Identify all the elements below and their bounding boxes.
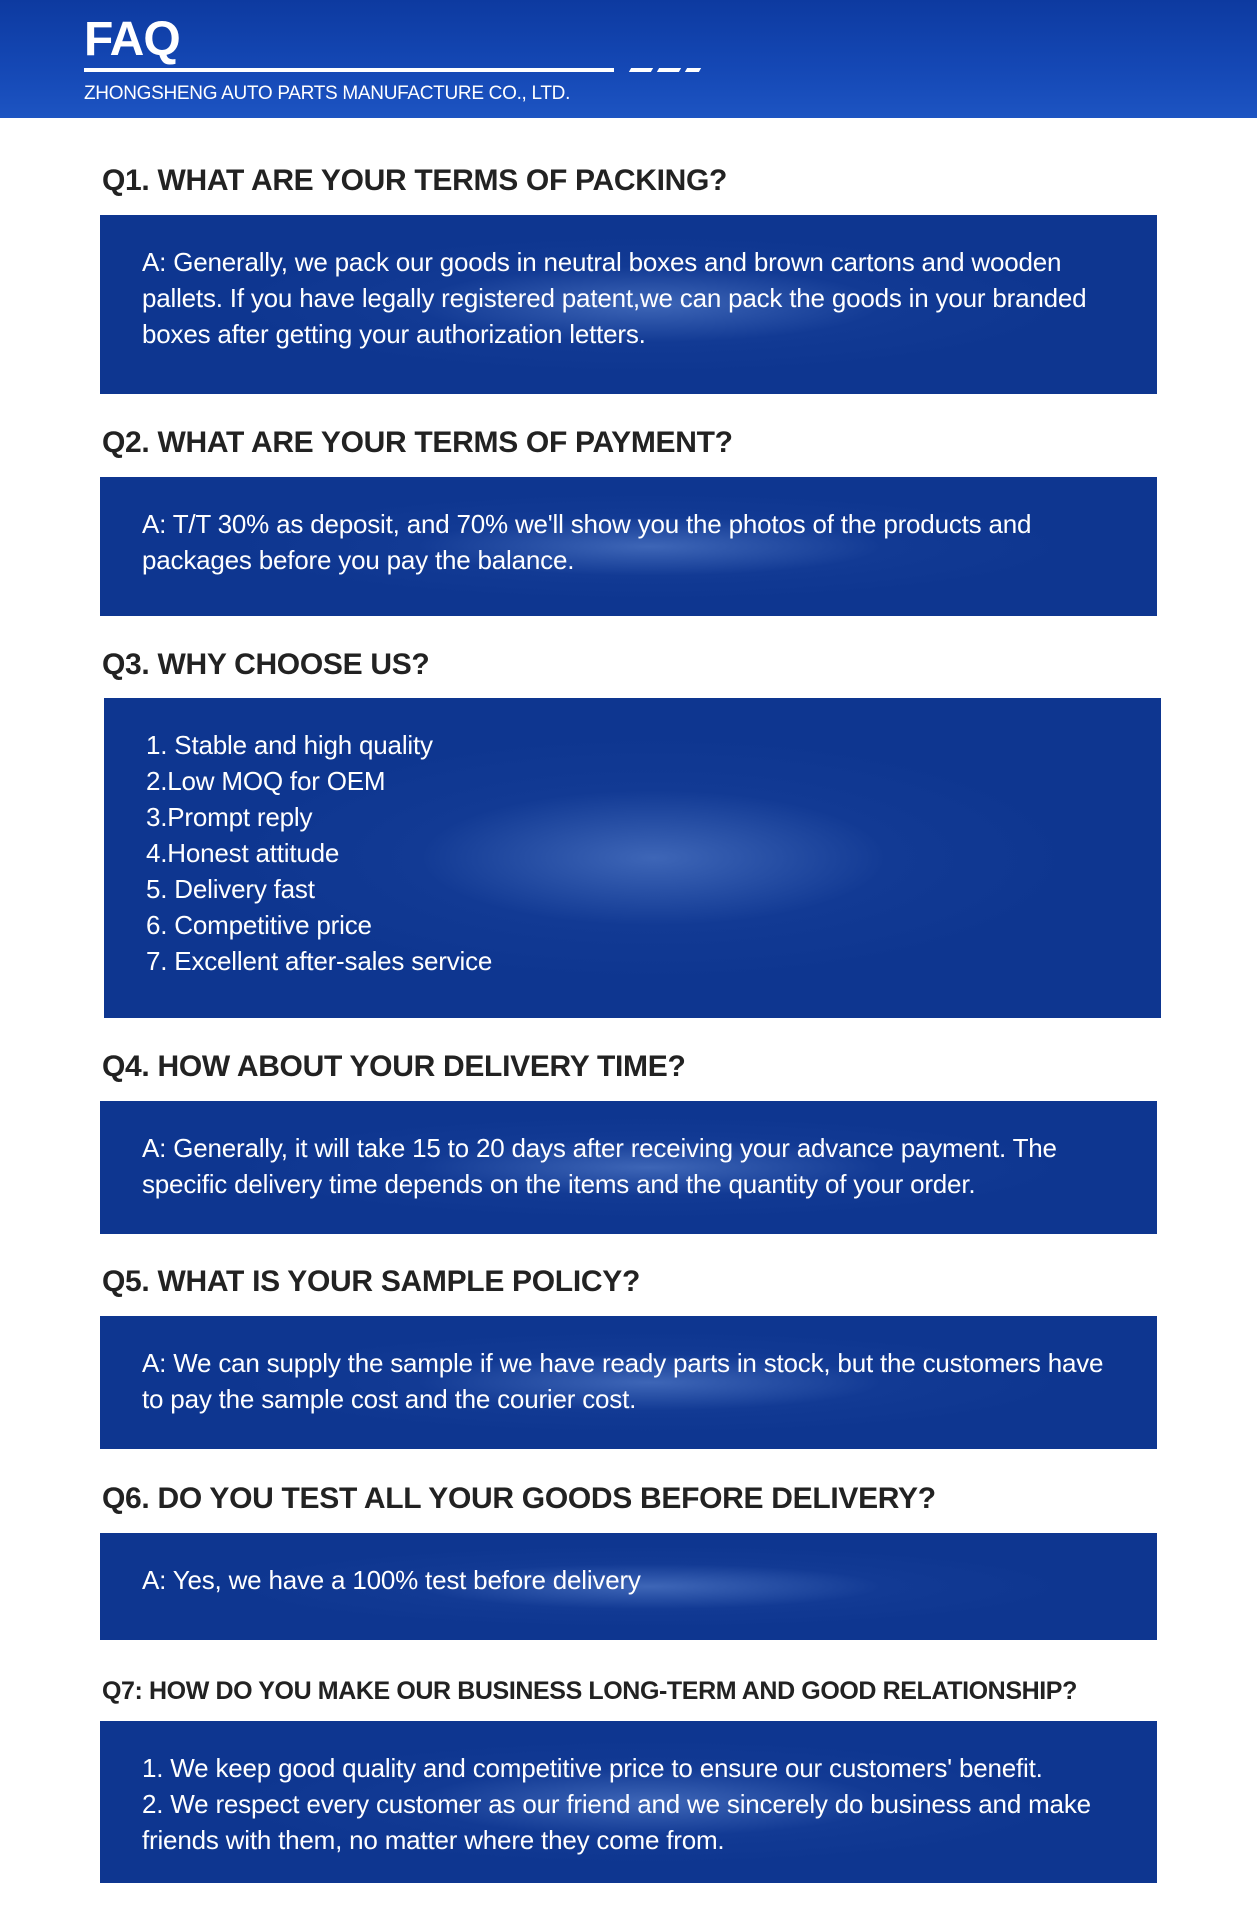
header-dash-decoration — [657, 68, 681, 72]
faq-header-banner — [0, 0, 1257, 118]
company-name: ZHONGSHENG AUTO PARTS MANUFACTURE CO., LTD. — [84, 83, 571, 104]
faq-question-2: Q2. WHAT ARE YOUR TERMS OF PAYMENT? — [102, 426, 733, 459]
faq-answer-2 — [100, 477, 1157, 616]
faq-answer-5 — [100, 1316, 1157, 1449]
faq-question-7: Q7: HOW DO YOU MAKE OUR BUSINESS LONG-TERM AND GOOD RELATIONSHIP? — [102, 1677, 1077, 1705]
faq-answer-6 — [100, 1533, 1157, 1640]
faq-question-5: Q5. WHAT IS YOUR SAMPLE POLICY? — [102, 1265, 640, 1298]
faq-answer-4 — [100, 1101, 1157, 1234]
header-dash-decoration — [629, 68, 653, 72]
faq-answer-text: A: Generally, we pack our goods in neutral boxes and brown cartons and wooden pallets. If you have legally registered patent,we can pack the goods in your branded boxes after getting your authorization letters. — [142, 247, 1087, 349]
list-item: 7. Excellent after-sales service — [146, 946, 493, 976]
list-item: 1. Stable and high quality — [146, 730, 433, 760]
page-title: FAQ — [84, 13, 180, 66]
faq-answer-text: A: Generally, it will take 15 to 20 days after receiving your advance payment. The specific delivery time depends on the items and the quantity of your order. — [142, 1133, 1057, 1199]
reasons-list — [146, 727, 1123, 979]
list-item: 3.Prompt reply — [146, 802, 313, 832]
header-divider — [84, 68, 614, 72]
list-item: 2. We respect every customer as our friend and we sincerely do business and make friends with them, no matter where they come from. — [142, 1789, 1091, 1855]
faq-answer-text: A: Yes, we have a 100% test before delivery — [142, 1565, 641, 1595]
list-item: 6. Competitive price — [146, 910, 372, 940]
list-item: 1. We keep good quality and competitive price to ensure our customers' benefit. — [142, 1753, 1043, 1783]
header-dash-decoration — [685, 68, 701, 72]
relationship-list — [142, 1750, 1119, 1858]
faq-answer-text: A: T/T 30% as deposit, and 70% we'll show you the photos of the products and packages before you pay the balance. — [142, 509, 1032, 575]
faq-question-4: Q4. HOW ABOUT YOUR DELIVERY TIME? — [102, 1050, 686, 1083]
faq-answer-7 — [100, 1721, 1157, 1883]
faq-answer-text: A: We can supply the sample if we have ready parts in stock, but the customers have to pay the sample cost and the courier cost. — [142, 1348, 1104, 1414]
list-item: 5. Delivery fast — [146, 874, 315, 904]
faq-question-6: Q6. DO YOU TEST ALL YOUR GOODS BEFORE DELIVERY? — [102, 1482, 936, 1515]
faq-question-1: Q1. WHAT ARE YOUR TERMS OF PACKING? — [102, 164, 728, 197]
list-item: 4.Honest attitude — [146, 838, 340, 868]
list-item: 2.Low MOQ for OEM — [146, 766, 386, 796]
faq-answer-1 — [100, 215, 1157, 394]
faq-question-3: Q3. WHY CHOOSE US? — [102, 648, 430, 681]
faq-answer-3 — [104, 698, 1161, 1018]
